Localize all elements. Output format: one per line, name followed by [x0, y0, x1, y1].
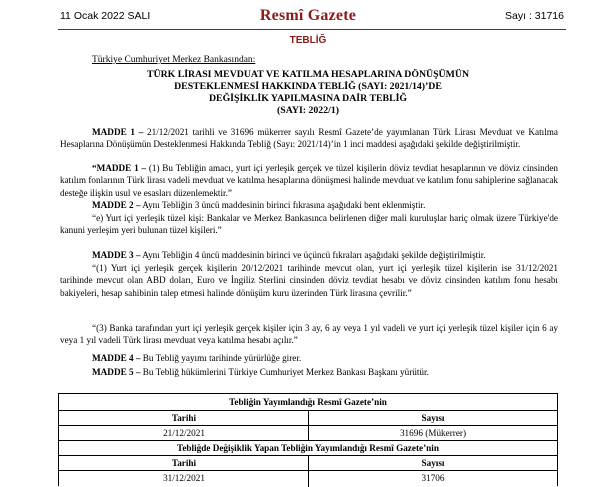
- section-label: TEBLİĞ: [289, 35, 327, 46]
- article-4-label: MADDE 4 –: [92, 353, 141, 363]
- row-2-number: 31706: [421, 473, 445, 483]
- col-number-header-1: Sayısı: [421, 413, 445, 423]
- issue-number: Sayı : 31716: [505, 10, 564, 22]
- article-2-label: MADDE 2 –: [92, 200, 141, 210]
- article-1-label: MADDE 1 –: [92, 127, 144, 137]
- table-rule-3: [59, 440, 557, 441]
- title-line-4: (SAYI: 2022/1): [277, 105, 339, 116]
- article-3-label: MADDE 3 –: [92, 250, 141, 260]
- col-date-header-2: Tarihi: [171, 458, 197, 468]
- article-5-label: MADDE 5 –: [92, 367, 141, 377]
- article-3-quote-2: “(3) Banka tarafından yurt içi yerleşik gerçek kişiler için 3 ay, 6 ay veya 1 yıl vadeli ve yurt içi yerleşik tüzel kişiler için 6 ay veya 1 yıl vadeli Türk lirası mevduat veya katılma hesabı açılır.”: [60, 323, 558, 346]
- table-title-2: Tebliğde Değişiklik Yapan Tebliğin Yayımlandığı Resmî Gazete’nin: [177, 443, 439, 453]
- article-4: [60, 352, 558, 364]
- gazette-title: Resmî Gazete: [259, 7, 357, 24]
- article-3: [60, 249, 558, 261]
- article-3-quote-1: “(1) Yurt içi yerleşik gerçek kişilerin 20/12/2021 tarihinde mevcut olan, yurt içi yerleşik tüzel kişilerin ise 31/12/2021 tarihinde mevcut olan ABD doları, Euro ve İngiliz Sterlini cinsinden döviz tevdiat hesabı ve döviz cinsinden katılım fonu hesabı bakiyeleri, hesap sahibinin talep etmesi halinde dönüşüm kuru üzerinden Türk lirasına çevrilir.”: [60, 263, 558, 298]
- header-divider: [58, 29, 566, 30]
- article-5-text: Bu Tebliğ hükümlerini Türkiye Cumhuriyet Merkez Bankası Başkanı yürütür.: [140, 367, 429, 377]
- issuer-line: Türkiye Cumhuriyet Merkez Bankasından:: [92, 55, 256, 65]
- title-line-3: DEĞİŞİKLİK YAPILMASINA DAİR TEBLİĞ: [208, 93, 408, 104]
- row-2-date: 31/12/2021: [163, 473, 205, 483]
- article-1: [60, 126, 558, 151]
- article-1-quote-text: (1) Bu Tebliğin amacı, yurt içi yerleşik gerçek ve tüzel kişilerin döviz tevdiat hesaplarının ve döviz cinsinden katılım fonlarının Türk lirası vadeli mevduat ve katılma hesaplarına dönüşmesi halinde mevduat ve katılım fonu sahiplerine sağlanacak desteğe ilişkin usul ve esasları düzenlemektir.”: [60, 163, 558, 198]
- table-divider-2: [308, 455, 309, 487]
- article-4-text: Bu Tebliğ yayımı tarihinde yürürlüğe girer.: [140, 353, 302, 363]
- article-1-text: 21/12/2021 tarihli ve 31696 mükerrer sayılı Resmî Gazete’de yayımlanan Türk Lirası Mevduat ve Katılma Hesaplarına Dönüşümün Desteklenmesi Hakkında Tebliğ (Sayı: 2021/14)’in 1 inci maddesi aşağıdaki şekilde değiştirilmiştir.: [60, 127, 558, 150]
- article-1-quote-label: “MADDE 1 –: [92, 163, 147, 173]
- header-date: 11 Ocak 2022 SALI: [60, 10, 151, 22]
- publication-table: [58, 393, 558, 486]
- article-3-text: Aynı Tebliğin 4 üncü maddesinin birinci ve üçüncü fıkraları aşağıdaki şekilde değiştirilmiştir.: [140, 250, 486, 260]
- row-1-number: 31696 (Mükerrer): [399, 428, 467, 438]
- title-line-2: DESTEKLENMESİ HAKKINDA TEBLİĞ (SAYI: 2021/14)’DE: [174, 81, 442, 92]
- title-line-1: TÜRK LİRASI MEVDUAT VE KATILMA HESAPLARINA DÖNÜŞÜMÜN: [146, 69, 470, 80]
- article-2-quote: “e) Yurt içi yerleşik tüzel kişi: Bankalar ve Merkez Bankasınca belirlenen diğer mali kuruluşlar hariç olmak üzere Türkiye'de kanuni yerleşim yeri bulunan tüzel kişileri.”: [60, 213, 558, 236]
- col-number-header-2: Sayısı: [421, 458, 445, 468]
- row-1-date: 21/12/2021: [163, 428, 205, 438]
- article-2: [60, 199, 558, 211]
- article-1-quote: [60, 162, 558, 199]
- col-date-header-1: Tarihi: [171, 413, 197, 423]
- table-title-1: Tebliğin Yayımlandığı Resmî Gazete’nin: [229, 397, 387, 407]
- article-5: [60, 366, 558, 378]
- article-2-text: Aynı Tebliğin 3 üncü maddesinin birinci fıkrasına aşağıdaki bent eklenmiştir.: [140, 200, 426, 210]
- table-divider-1: [308, 410, 309, 440]
